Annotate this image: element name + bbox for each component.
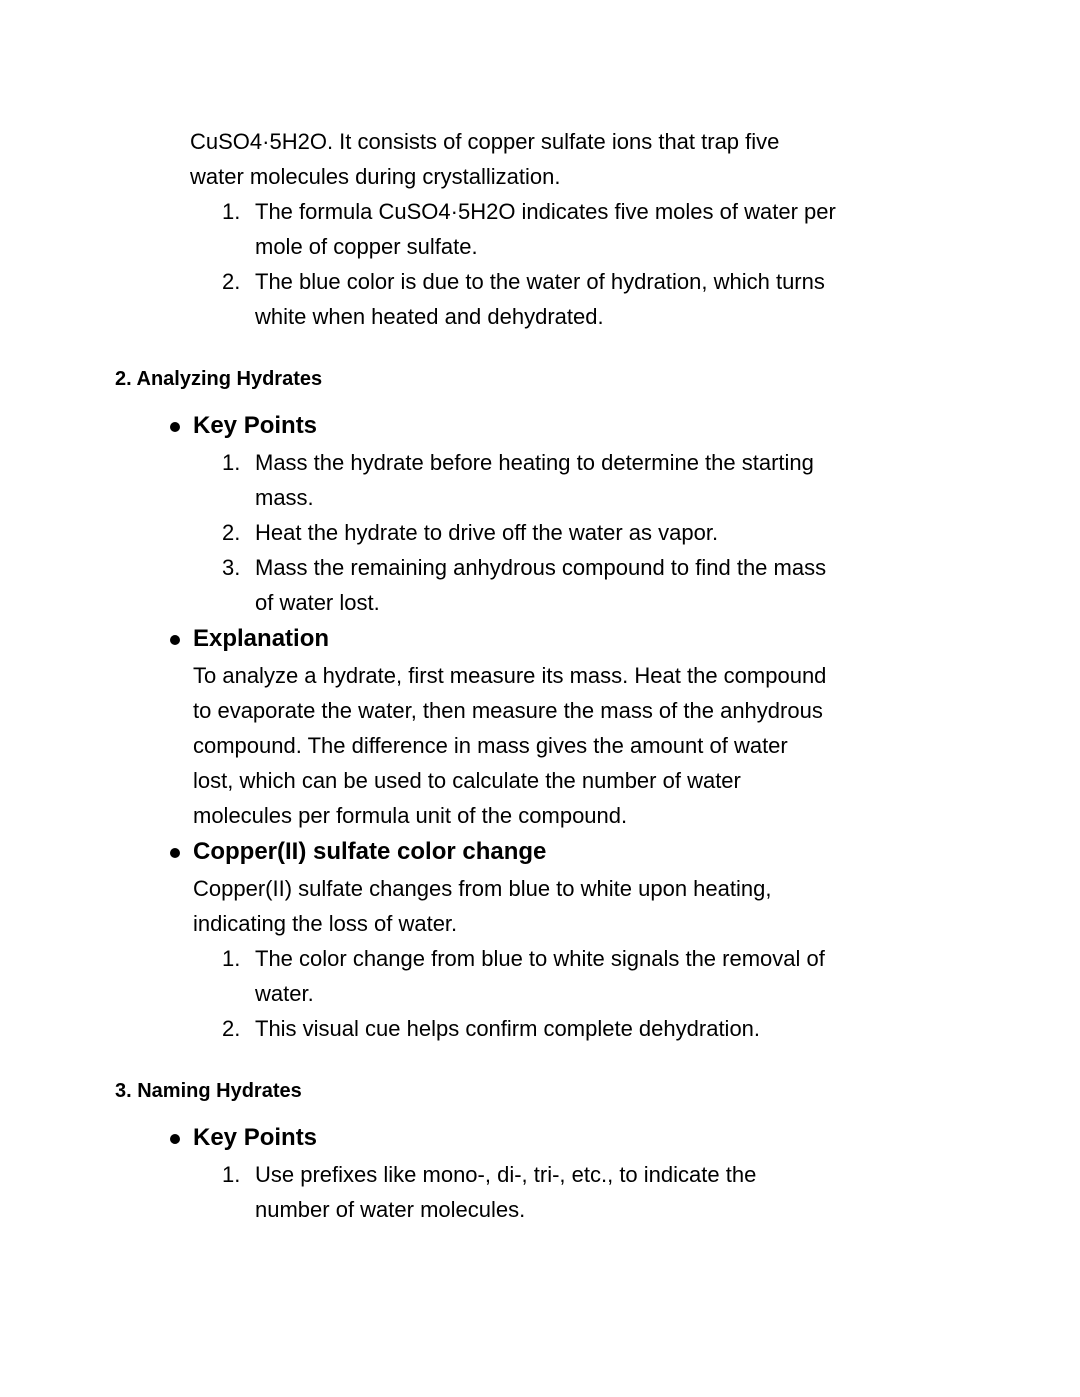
list-number: 1. [222,946,241,971]
text-line: mole of copper sulfate. [255,234,478,259]
bullet-icon [170,1134,180,1144]
text-line: The blue color is due to the water of hydration, which turns [255,269,825,294]
bullet-body [193,833,1080,1046]
bullet-paragraph [193,871,1080,941]
bullet-body [193,1119,1080,1227]
list-item-text [255,1157,1080,1227]
list-item-text [255,515,1080,550]
bullet-heading: Copper(II) sulfate color change [193,838,547,865]
list-item-text [255,550,1080,620]
bullet-item-explanation [170,620,1080,833]
bullet-item-key-points-2 [170,1119,1080,1227]
text-line: white when heated and dehydrated. [255,304,604,329]
bullet-body [193,620,1080,833]
bullet-icon [170,422,180,432]
list-item [222,445,1080,515]
bullet-body [193,407,1080,620]
text-line: water molecules during crystallization. [190,164,561,189]
list-number: 1. [222,1162,241,1187]
bullet-paragraph [193,658,1080,833]
text-line: Mass the hydrate before heating to determine the starting [255,450,814,475]
list-item-text [255,941,1080,1011]
list-item [222,941,1080,1011]
text-line: mass. [255,485,314,510]
text-line: lost, which can be used to calculate the number of water [193,768,741,793]
list-item [222,515,1080,550]
bullet-heading: Key Points [193,412,318,439]
text-line: Copper(II) sulfate changes from blue to white upon heating, [193,876,772,901]
list-item [222,264,1080,334]
list-item [222,550,1080,620]
list-item-text [255,1011,1080,1046]
text-line: Mass the remaining anhydrous compound to find the mass [255,555,827,580]
list-number: 1. [222,199,241,224]
bullet-heading: Explanation [193,625,330,652]
list-number: 2. [222,520,241,545]
nested-numbered-list [222,445,1080,620]
text-line: CuSO4·5H2O. It consists of copper sulfate ions that trap five [190,129,780,154]
intro-paragraph [190,124,1080,194]
list-item [222,1011,1080,1046]
text-line: Use prefixes like mono-, di-, tri-, etc., to indicate the [255,1162,757,1187]
list-item-text [255,264,1080,334]
text-line: of water lost. [255,590,380,615]
list-item [222,1157,1080,1227]
bullet-item-key-points [170,407,1080,620]
text-line: to evaporate the water, then measure the mass of the anhydrous [193,698,823,723]
section-heading-analyzing-hydrates: 2. Analyzing Hydrates [115,368,323,390]
list-item [222,194,1080,264]
text-line: number of water molecules. [255,1197,526,1222]
text-line: Heat the hydrate to drive off the water as vapor. [255,520,719,545]
section-heading-naming-hydrates: 3. Naming Hydrates [115,1080,302,1102]
list-item-text [255,445,1080,515]
list-number: 2. [222,1016,241,1041]
text-line: This visual cue helps confirm complete dehydration. [255,1016,761,1041]
text-line: indicating the loss of water. [193,911,458,936]
intro-numbered-list [222,194,1080,334]
list-number: 1. [222,450,241,475]
text-line: compound. The difference in mass gives the amount of water [193,733,788,758]
nested-numbered-list [222,1157,1080,1227]
bullet-heading: Key Points [193,1124,318,1151]
text-line: The formula CuSO4·5H2O indicates five moles of water per [255,199,836,224]
nested-numbered-list [222,941,1080,1046]
list-item-text [255,194,1080,264]
text-line: molecules per formula unit of the compound. [193,803,628,828]
list-number: 2. [222,269,241,294]
list-number: 3. [222,555,241,580]
bullet-item-copper-sulfate [170,833,1080,1046]
text-line: water. [255,981,314,1006]
text-line: The color change from blue to white signals the removal of [255,946,825,971]
bullet-icon [170,848,180,858]
bullet-icon [170,635,180,645]
text-line: To analyze a hydrate, first measure its mass. Heat the compound [193,663,827,688]
